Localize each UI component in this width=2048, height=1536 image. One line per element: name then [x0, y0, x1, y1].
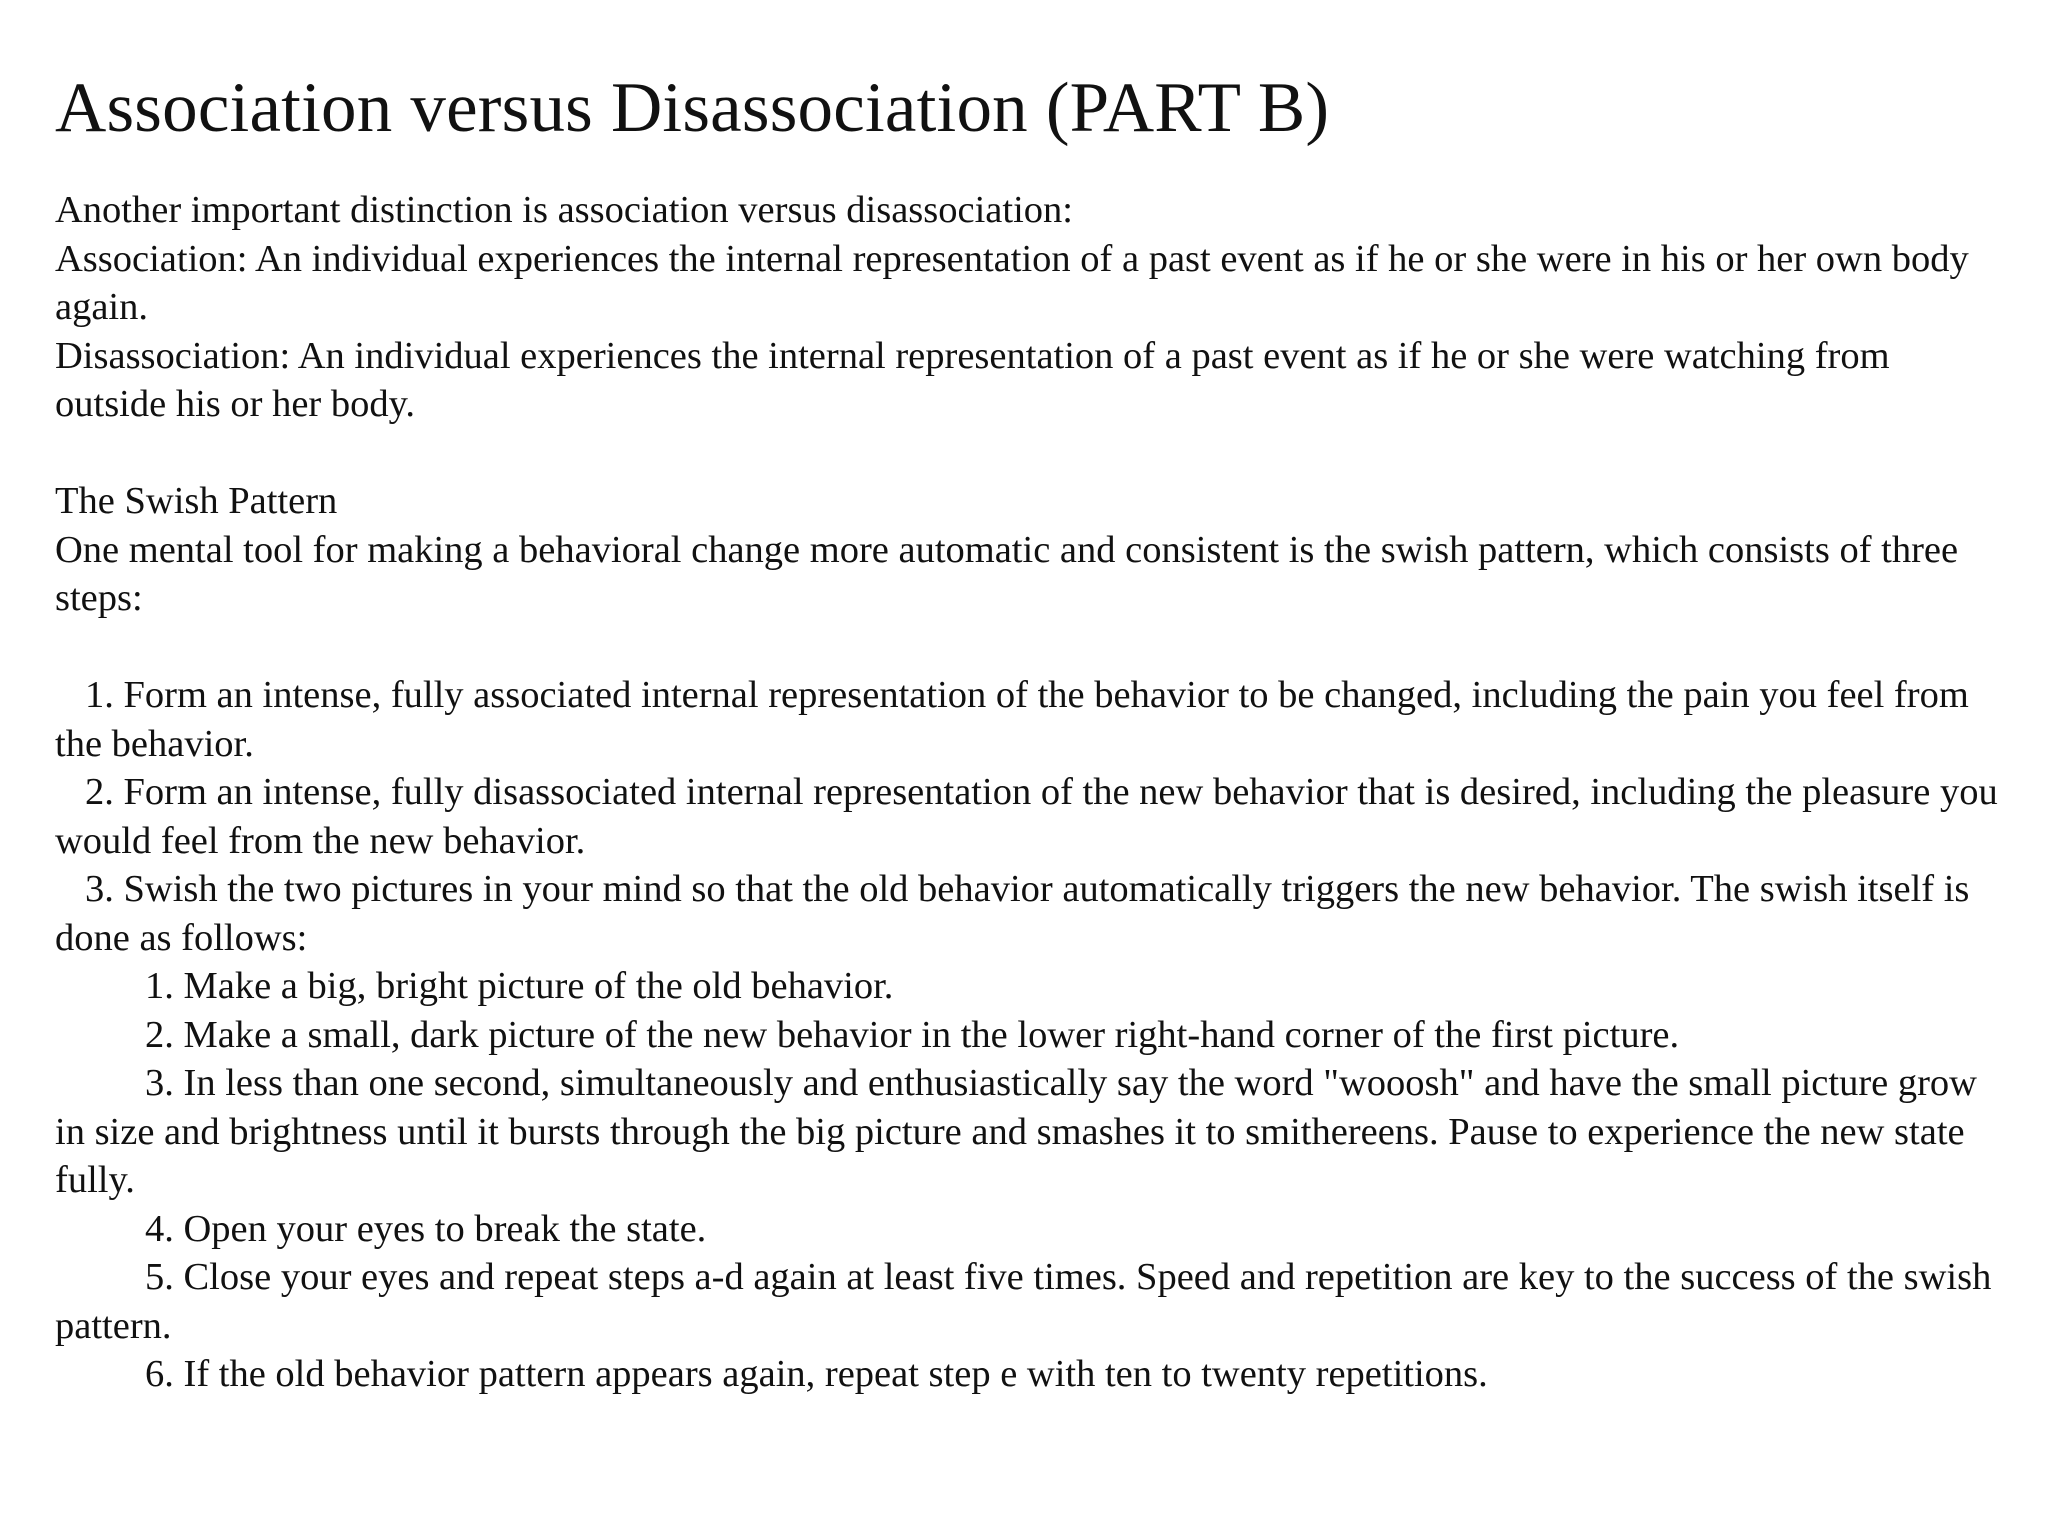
document-page	[55, 0, 2005, 1399]
list-item-substep-5: 5. Close your eyes and repeat steps a-d again at least five times. Speed and repetition are key to the success of the swish pattern.	[55, 1256, 1992, 1347]
list-item-substep-6: 6. If the old behavior pattern appears again, repeat step e with ten to twenty repetitions.	[145, 1353, 1488, 1395]
paragraph-spacer	[55, 429, 2005, 478]
disassociation-definition: Disassociation: An individual experiences the internal representation of a past event as if he or she were watching from outside his or her body.	[55, 334, 1890, 425]
swish-heading: The Swish Pattern	[55, 480, 338, 522]
list-item-step-2: 2. Form an intense, fully disassociated internal representation of the new behavior that is desired, including the pleasure you would feel from the new behavior.	[55, 771, 1998, 862]
page-title: Association versus Disassociation (PART B)	[55, 69, 1330, 147]
list-item-step-3: 3. Swish the two pictures in your mind so that the old behavior automatically triggers the new behavior. The swish itself is done as follows:	[55, 868, 1970, 959]
paragraph-spacer	[55, 623, 2005, 672]
intro-paragraph: Another important distinction is association versus disassociation:	[55, 189, 1073, 231]
list-item-substep-1: 1. Make a big, bright picture of the old behavior.	[145, 965, 894, 1007]
list-item-substep-3: 3. In less than one second, simultaneously and enthusiastically say the word "wooosh" and have the small picture grow in size and brightness until it bursts through the big picture and smashes it to smithereens. Pause to experience the new state fully.	[55, 1062, 1977, 1201]
swish-intro: One mental tool for making a behavioral change more automatic and consistent is the swish pattern, which consists of three steps:	[55, 528, 1959, 619]
list-item-step-1: 1. Form an intense, fully associated internal representation of the behavior to be changed, including the pain you feel from the behavior.	[55, 674, 1969, 765]
association-definition: Association: An individual experiences the internal representation of a past event as if he or she were in his or her own body again.	[55, 237, 1969, 328]
list-item-substep-2: 2. Make a small, dark picture of the new behavior in the lower right-hand corner of the first picture.	[145, 1013, 1680, 1056]
document-body	[55, 186, 2005, 1399]
list-item-substep-4: 4. Open your eyes to break the state.	[145, 1207, 707, 1250]
